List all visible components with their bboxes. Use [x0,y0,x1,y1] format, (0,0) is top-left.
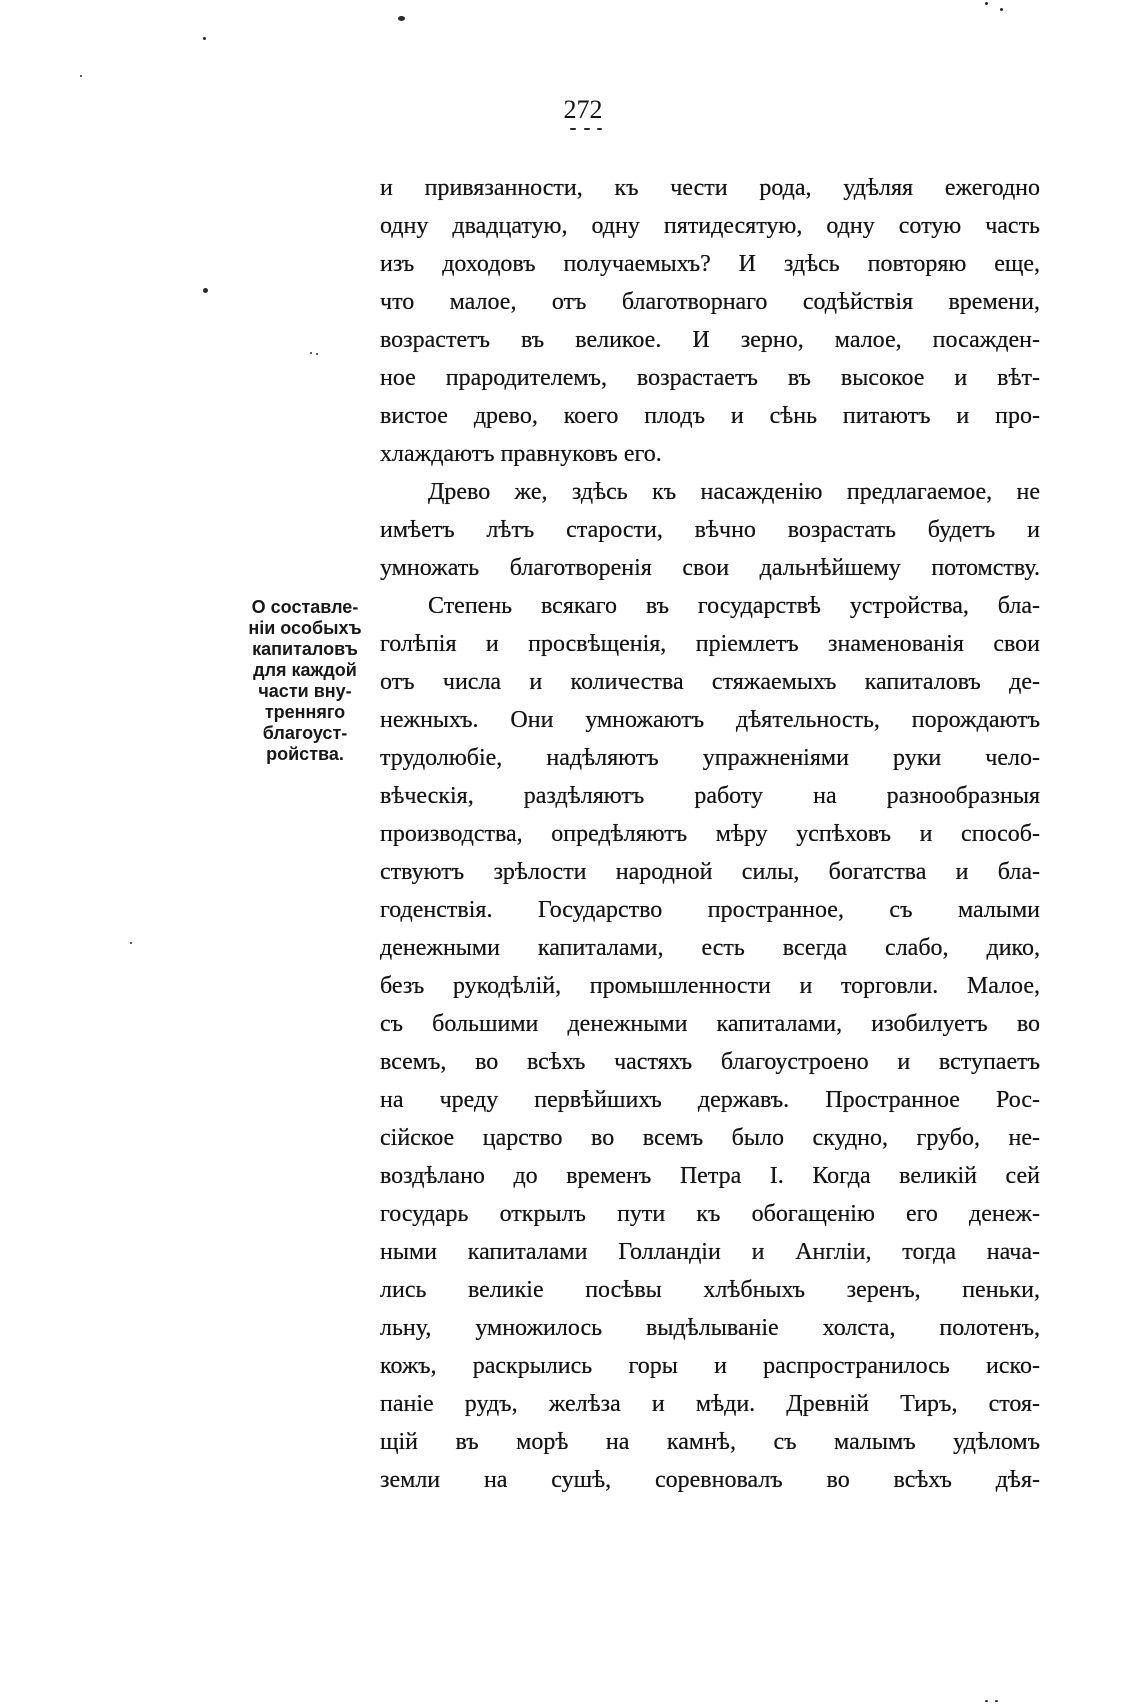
scan-speck [1000,8,1003,11]
scan-speck [597,128,602,130]
body-text [380,169,1040,1499]
text-line: кожъ, раскрылись горы и распространилось иско- [380,1353,1040,1379]
text-line: воздѣлано до временъ Петра I. Когда великій сей [380,1163,1040,1189]
text-line: годенствія. Государство пространное, съ малыми [380,897,1040,923]
text-line: умножать благотворенія свои дальнѣйшему потомству. [380,555,1040,581]
page-number: 272 [563,95,603,124]
text-line: трудолюбіе, надѣляютъ упражненіями руки чело- [380,745,1040,771]
text-line: отъ числа и количества стяжаемыхъ капиталовъ де- [380,669,1040,695]
text-line: вистое древо, коего плодъ и сѣнь питаютъ и про- [380,403,1040,429]
margin-note-line: части вну- [258,681,352,701]
margin-note-line: О составле- [251,597,359,617]
scan-speck [570,128,576,130]
text-line: возрастетъ въ великое. И зерно, малое, посажден- [380,327,1040,353]
text-line: ствуютъ зрѣлости народной силы, богатства и бла- [380,859,1040,885]
margin-note-line: ніи особыхъ [248,618,362,638]
scan-speck [130,942,132,944]
text-line: всемъ, во всѣхъ частяхъ благоустроено и вступаетъ [380,1049,1040,1075]
scan-speck [985,1700,988,1702]
text-line: вѣческія, раздѣляютъ работу на разнообразныя [380,783,1040,809]
text-line: на чреду первѣйшихъ державъ. Пространное Рос- [380,1087,1040,1113]
text-line: голѣпія и просвѣщенія, пріемлетъ знаменованія свои [380,631,1040,657]
scan-speck [316,353,318,355]
scan-speck [985,2,988,5]
text-line: безъ рукодѣлій, промышленности и торговли. Малое, [380,973,1040,999]
scan-speck [203,37,206,40]
text-line: ное прародителемъ, возрастаетъ въ высокое и вѣт- [380,365,1040,391]
text-line: льну, умножилось выдѣлываніе холста, полотенъ, [380,1315,1040,1341]
text-line: денежными капиталами, есть всегда слабо, дико, [380,935,1040,961]
text-line: ными капиталами Голландіи и Англіи, тогда нача- [380,1239,1040,1265]
text-line: производства, опредѣляютъ мѣру успѣховъ и способ- [380,821,1040,847]
scan-speck [203,288,208,293]
margin-note-line: ройства. [266,744,344,764]
text-line: нежныхъ. Они умножаютъ дѣятельность, порождаютъ [380,707,1040,733]
margin-note-line: тренняго [264,702,346,722]
text-line: хлаждаютъ правнуковъ его. [380,441,662,467]
scan-speck [310,352,312,354]
text-line: Степень всякаго въ государствѣ устройства, бла- [428,593,1040,619]
margin-note [232,597,378,765]
text-line: Древо же, здѣсь къ насажденію предлагаемое, не [428,479,1040,505]
margin-note-line: благоуст- [262,723,348,743]
text-line: паніе рудъ, желѣза и мѣди. Древній Тиръ, стоя- [380,1391,1040,1417]
text-line: что малое, отъ благотворнаго содѣйствія времени, [380,289,1040,315]
scan-speck [995,1700,998,1702]
text-line: государь открылъ пути къ обогащенію его денеж- [380,1201,1040,1227]
scan-speck [398,16,405,21]
scan-speck [584,128,590,130]
text-line: имѣетъ лѣтъ старости, вѣчно возрастать будетъ и [380,517,1040,543]
margin-note-line: для каждой [253,660,357,680]
text-line: щій въ морѣ на камнѣ, съ малымъ удѣломъ [380,1429,1040,1455]
scan-speck [80,75,82,77]
text-line: одну двадцатую, одну пятидесятую, одну сотую часть [380,213,1040,239]
text-line: лись великіе посѣвы хлѣбныхъ зеренъ, пеньки, [380,1277,1040,1303]
text-line: земли на сушѣ, соревновалъ во всѣхъ дѣя- [380,1467,1040,1493]
text-line: съ большими денежными капиталами, изобилуетъ во [380,1011,1040,1037]
margin-note-line: капиталовъ [252,639,358,659]
text-line: сійское царство во всемъ было скудно, грубо, не- [380,1125,1040,1151]
text-line: изъ доходовъ получаемыхъ? И здѣсь повторяю еще, [380,251,1040,277]
text-line: и привязанности, къ чести рода, удѣляя ежегодно [380,175,1040,201]
